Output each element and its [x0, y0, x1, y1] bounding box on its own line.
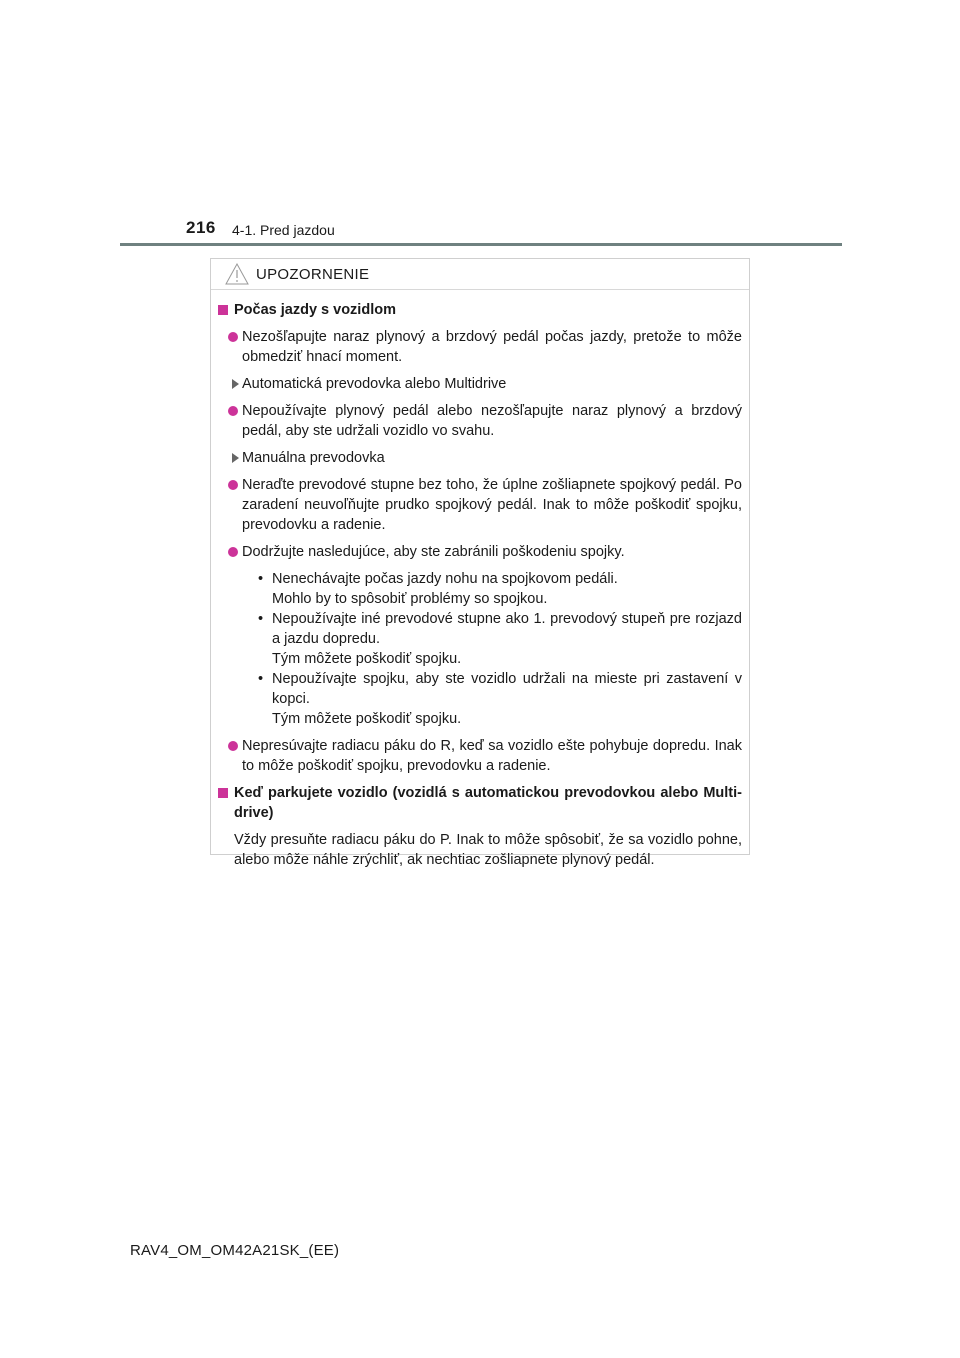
round-bullet-icon	[228, 332, 238, 342]
bullet-text: Nenechávajte počas jazdy nohu na spojkovom pedáli.	[272, 571, 618, 587]
section-heading-parking	[218, 783, 742, 823]
list-item	[218, 401, 742, 441]
item-text: Dodržujte nasledujúce, aby ste zabránili poškodeniu spojky.	[242, 544, 625, 560]
warning-header	[211, 259, 749, 290]
heading-text: Keď parkujete vozidlo (vozidlá s automatickou prevodovkou alebo Multi-drive)	[234, 785, 742, 821]
subheading-text: Automatická prevodovka alebo Multidrive	[242, 376, 507, 392]
item-text: Nezošľapujte naraz plynový a brzdový pedál počas jazdy, pretože to môže obmedziť hnací moment.	[242, 329, 742, 365]
section-heading-driving	[218, 300, 742, 320]
warning-content	[211, 290, 749, 870]
round-bullet-icon	[228, 547, 238, 557]
bullet-note: Tým môžete poškodiť spojku.	[272, 711, 462, 727]
parking-paragraph: Vždy presuňte radiacu páku do P. Inak to môže spôsobiť, že sa vozidlo pohne, alebo môže náhle zrýchliť, ak nechtiac zošliapnete plynový pedál.	[234, 832, 742, 868]
page-number: 216	[186, 218, 216, 237]
round-bullet-icon	[228, 480, 238, 490]
document-code: RAV4_OM_OM42A21SK_(EE)	[130, 1242, 340, 1259]
dot-bullet-icon: •	[258, 571, 264, 587]
subheading-manual	[218, 448, 742, 468]
round-bullet-icon	[228, 406, 238, 416]
square-bullet-icon	[218, 305, 228, 315]
header-rule	[120, 243, 842, 246]
list-item	[218, 542, 742, 562]
item-text: Neraďte prevodové stupne bez toho, že úplne zošliapnete spojkový pedál. Po zaradení neuvoľňujte prudko spojkový pedál. Inak to môže poškodiť spojku, prevodovku a radenie.	[242, 477, 742, 533]
list-item	[218, 736, 742, 776]
bullet-text: Nepoužívajte iné prevodové stupne ako 1. prevodový stupeň pre rozjazd a jazdu dopredu.	[272, 611, 742, 647]
warning-title: UPOZORNENIE	[256, 266, 370, 283]
warning-triangle-icon	[225, 263, 249, 285]
list-item	[218, 327, 742, 367]
subheading-text: Manuálna prevodovka	[242, 450, 385, 466]
warning-box	[210, 258, 750, 868]
triangle-arrow-icon	[232, 453, 239, 463]
section-title: 4-1. Pred jazdou	[232, 222, 335, 238]
clutch-bullet-list	[218, 569, 742, 729]
round-bullet-icon	[228, 741, 238, 751]
bullet-item	[258, 569, 742, 609]
bullet-note: Tým môžete poškodiť spojku.	[272, 651, 462, 667]
dot-bullet-icon: •	[258, 671, 264, 687]
bullet-text: Nepoužívajte spojku, aby ste vozidlo udržali na mieste pri zastavení v kopci.	[272, 671, 742, 707]
subheading-automatic	[218, 374, 742, 394]
bullet-item	[258, 669, 742, 729]
bullet-note: Mohlo by to spôsobiť problémy so spojkou.	[272, 591, 548, 607]
item-text: Nepoužívajte plynový pedál alebo nezošľapujte naraz plynový a brzdový pedál, aby ste udržali vozidlo vo svahu.	[242, 403, 742, 439]
item-text: Nepresúvajte radiacu páku do R, keď sa vozidlo ešte pohybuje dopredu. Inak to môže poškodiť spojku, prevodovku a radenie.	[242, 738, 742, 774]
bullet-item	[258, 609, 742, 669]
heading-text: Počas jazdy s vozidlom	[234, 302, 396, 318]
dot-bullet-icon: •	[258, 611, 264, 627]
triangle-arrow-icon	[232, 379, 239, 389]
list-item	[218, 475, 742, 535]
square-bullet-icon	[218, 788, 228, 798]
